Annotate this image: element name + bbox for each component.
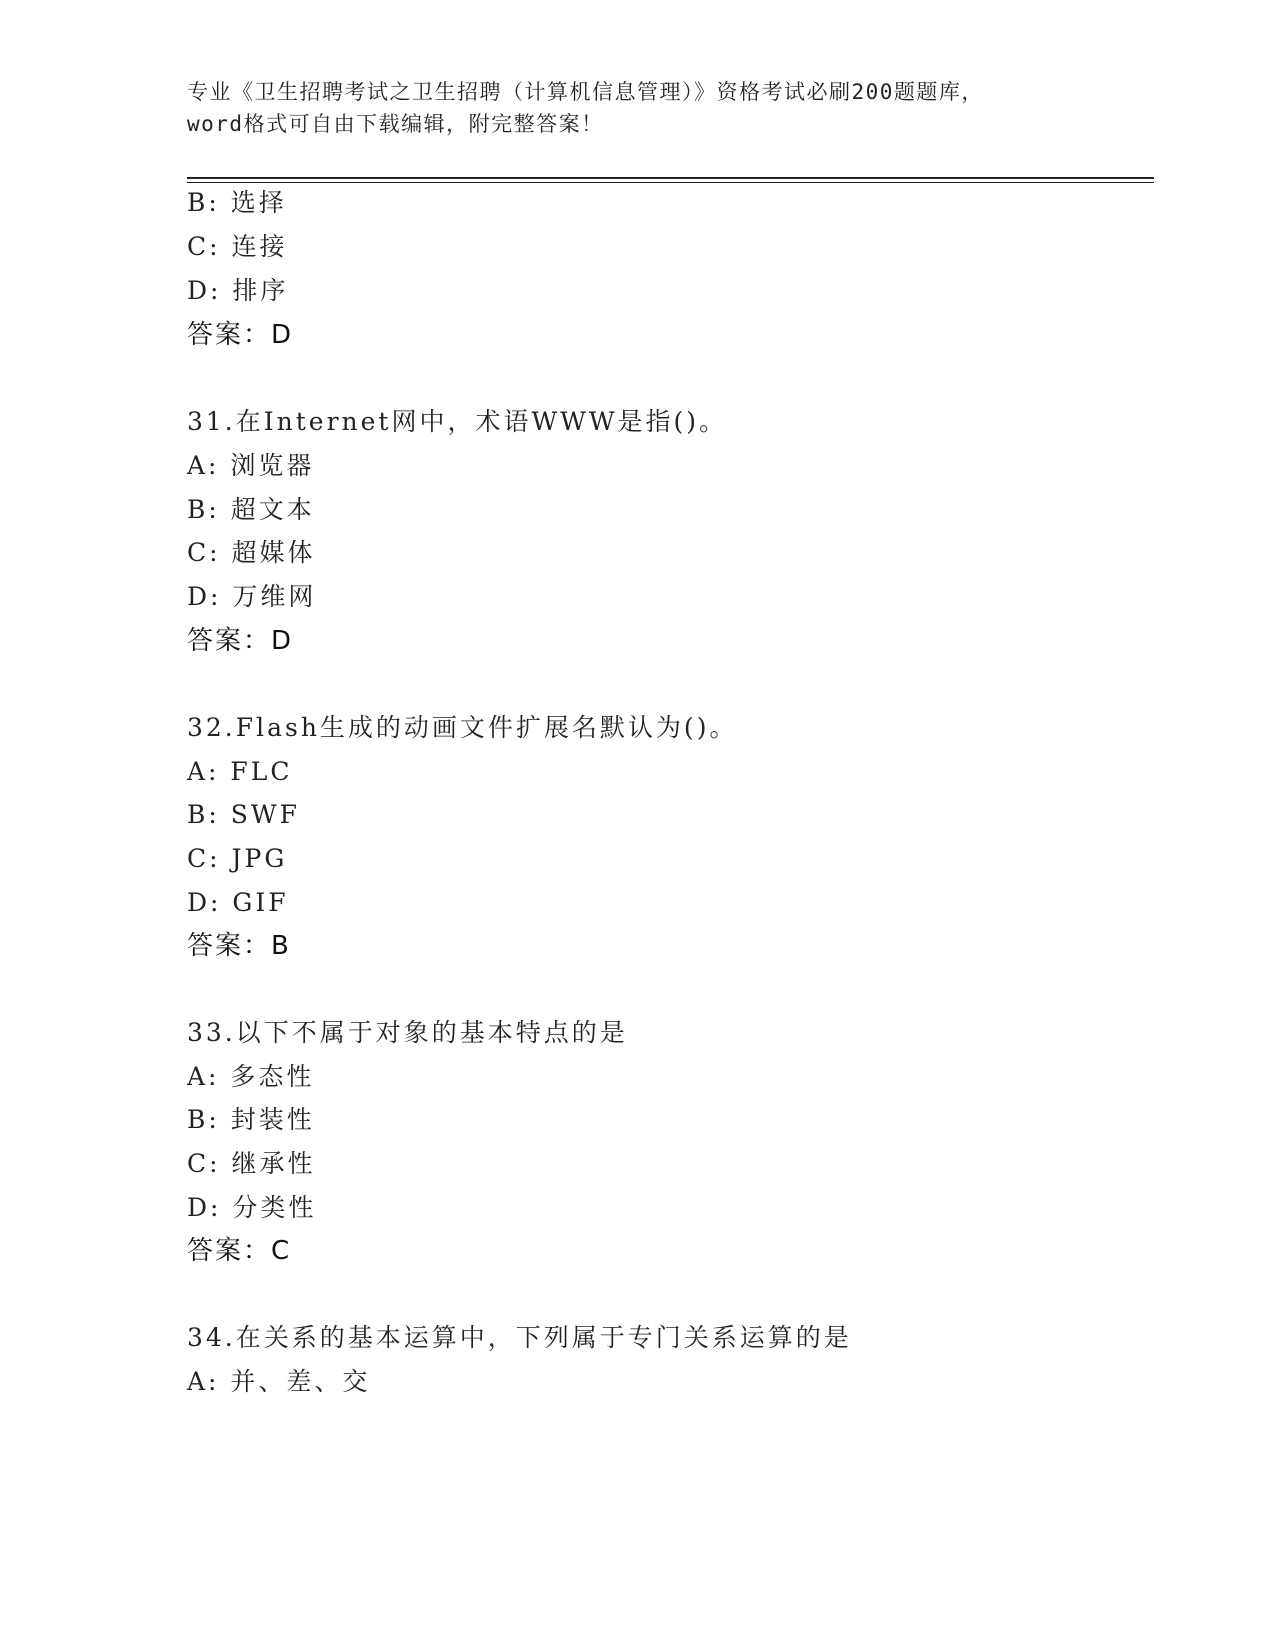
option-d-q33: D: 分类性 bbox=[187, 1193, 317, 1222]
question-stem-34: 34.在关系的基本运算中，下列属于专门关系运算的是 bbox=[187, 1323, 852, 1352]
header-divider-thick bbox=[187, 177, 1154, 179]
option-a-q31: A: 浏览器 bbox=[187, 451, 315, 480]
option-d-q32: D: GIF bbox=[187, 888, 289, 917]
option-a-q33: A: 多态性 bbox=[187, 1062, 315, 1091]
answer-q32: 答案：B bbox=[187, 931, 291, 961]
option-c-q32: C: JPG bbox=[187, 844, 288, 873]
header-title-line-1: 专业《卫生招聘考试之卫生招聘（计算机信息管理）》资格考试必刷200题题库， bbox=[187, 80, 984, 104]
option-a-q34: A: 并、差、交 bbox=[187, 1367, 371, 1396]
option-b-q32: B: SWF bbox=[187, 800, 300, 829]
question-stem-33: 33.以下不属于对象的基本特点的是 bbox=[187, 1018, 628, 1047]
page-header bbox=[187, 76, 1087, 140]
option-b-q30: B: 选择 bbox=[187, 188, 287, 217]
answer-q33: 答案：C bbox=[187, 1236, 292, 1266]
option-c-q31: C: 超媒体 bbox=[187, 538, 316, 567]
option-c-q30: C: 连接 bbox=[187, 232, 288, 261]
question-stem-31: 31.在Internet网中，术语WWW是指()。 bbox=[187, 407, 728, 436]
option-d-q30: D: 排序 bbox=[187, 276, 289, 305]
header-title-line-2: word格式可自由下载编辑，附完整答案！ bbox=[187, 112, 604, 136]
question-stem-32: 32.Flash生成的动画文件扩展名默认为()。 bbox=[187, 713, 738, 742]
answer-q30: 答案：D bbox=[187, 320, 294, 350]
option-d-q31: D: 万维网 bbox=[187, 582, 317, 611]
header-divider-thin bbox=[187, 182, 1154, 183]
option-b-q31: B: 超文本 bbox=[187, 495, 315, 524]
answer-q31: 答案：D bbox=[187, 626, 294, 656]
option-a-q32: A: FLC bbox=[187, 757, 293, 786]
option-c-q33: C: 继承性 bbox=[187, 1149, 316, 1178]
option-b-q33: B: 封装性 bbox=[187, 1105, 315, 1134]
